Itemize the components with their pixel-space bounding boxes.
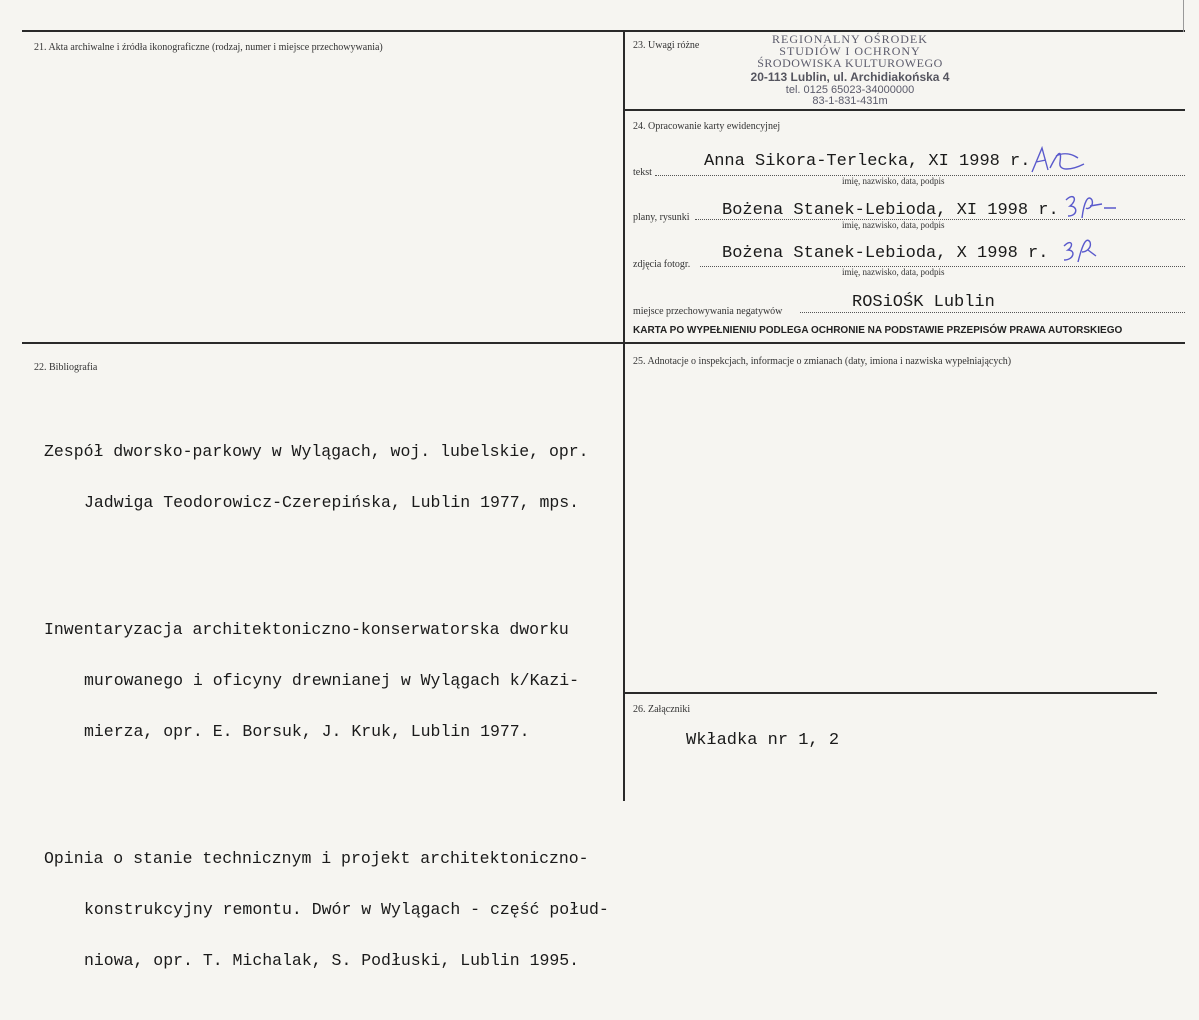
stamp-line: ŚRODOWISKA KULTUROWEGO [757, 56, 943, 70]
bibliography-line: Zespół dworsko-parkowy w Wylągach, woj. lubelskie, opr. [44, 442, 589, 461]
bibliography-line: murowanego i oficyny drewnianej w Wylągach k/Kazi- [84, 671, 580, 690]
bibliography-line: Inwentaryzacja architektoniczno-konserwatorska dworku [44, 620, 569, 639]
bibliography-entry [44, 409, 609, 545]
negatives-location-label: miejsce przechowywania negatywów [633, 306, 783, 317]
attachments-value: Wkładka nr 1, 2 [686, 731, 840, 750]
bibliography-line: konstrukcyjny remontu. Dwór w Wylągach - część połud- [84, 900, 609, 919]
signature-icon [1058, 232, 1102, 266]
middle-divider [22, 342, 1185, 344]
bibliography-list [44, 375, 609, 1020]
stamp-line: 83-1-831-431m [812, 95, 888, 107]
bibliography-line: mierza, opr. E. Borsuk, J. Kruk, Lublin 1977. [84, 722, 530, 741]
stamp-line: REGIONALNY OŚRODEK [772, 32, 928, 46]
s26-label: 26. Załączniki [633, 704, 691, 715]
stamp-line: STUDIÓW I OCHRONY [779, 44, 921, 58]
center-vertical-divider [623, 31, 625, 801]
right-edge-stub [1183, 0, 1184, 32]
signature-icon [1062, 190, 1120, 222]
text-author-value: Anna Sikora-Terlecka, XI 1998 r. [704, 152, 1031, 171]
negatives-location-value: ROSiOŚK Lublin [852, 293, 995, 312]
bibliography-line: Opinia o stanie technicznym i projekt architektoniczno- [44, 849, 589, 868]
s23-bottom-rule [624, 109, 1185, 111]
copyright-notice: KARTA PO WYPEŁNIENIU PODLEGA OCHRONIE NA PODSTAWIE PRZEPISÓW PRAWA AUTORSKIEGO [633, 325, 1123, 336]
text-author-caption: imię, nazwisko, data, podpis [842, 176, 945, 186]
signature-icon [1028, 142, 1088, 178]
institution-stamp [745, 32, 955, 106]
s26-top-rule [624, 692, 1157, 694]
stamp-line: tel. 0125 65023-34000000 [785, 84, 915, 96]
drawings-author-caption: imię, nazwisko, data, podpis [842, 220, 945, 230]
photos-author-caption: imię, nazwisko, data, podpis [842, 267, 945, 277]
bibliography-line: Jadwiga Teodorowicz-Czerepińska, Lublin 1977, mps. [84, 493, 580, 512]
photos-author-label: zdjęcia fotogr. [633, 259, 691, 270]
s24-label: 24. Opracowanie karty ewidencyjnej [633, 121, 781, 132]
photos-author-value: Bożena Stanek-Lebioda, X 1998 r. [722, 244, 1049, 263]
drawings-author-value: Bożena Stanek-Lebioda, XI 1998 r. [722, 201, 1059, 220]
bibliography-entry [44, 587, 609, 774]
stamp-line: 20-113 Lublin, ul. Archidiakońska 4 [750, 70, 950, 84]
top-border [22, 30, 1185, 32]
s21-label: 21. Akta archiwalne i źródła ikonograficzne (rodzaj, numer i miejsce przechowywania) [34, 42, 383, 53]
bibliography-entry [44, 816, 609, 1003]
s25-label: 25. Adnotacje o inspekcjach, informacje o zmianach (daty, imiona i nazwiska wypełniających) [633, 356, 1012, 367]
drawings-author-label: plany, rysunki [633, 212, 690, 223]
negatives-location-dotted-line [800, 312, 1185, 313]
text-author-label: tekst [633, 167, 652, 178]
s23-label: 23. Uwagi różne [633, 40, 700, 51]
s22-label: 22. Bibliografia [34, 362, 98, 373]
bibliography-line: niowa, opr. T. Michalak, S. Podłuski, Lublin 1995. [84, 951, 580, 970]
